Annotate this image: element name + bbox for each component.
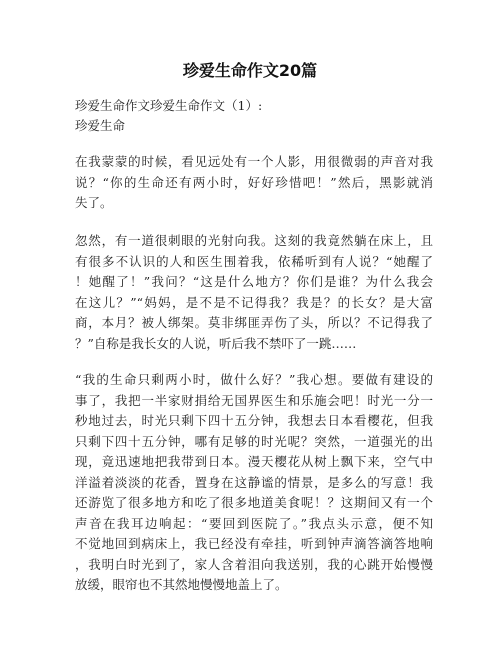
paragraph-line: 放缓，眼帘也不其然地慢慢地盖上了。 [75,577,288,592]
paragraph-3 [75,370,433,596]
paragraph-line: 洋溢着淡淡的花香，置身在这静谧的情景，是多么的写意！我 [75,474,433,490]
paragraph-line: ！她醒了！”我问？“这是什么地方？你们是谁？为什么我会 [75,274,433,289]
document-header [75,96,430,136]
paragraph-line: 秒地过去，时光只剩下四十五分钟，我想去日本看樱花，但我 [75,413,433,428]
paragraph-1 [75,152,433,214]
paragraph-line: 只剩下四十五分钟，哪有足够的时光呢？突然，一道强光的出 [75,433,433,449]
document-title: 珍爱生命作文20篇 [182,61,318,80]
paragraph-line: 在我蒙蒙的时候，看见远处有一个人影，用很微弱的声音对我 [75,154,433,169]
section-heading: 珍爱生命 [75,118,126,133]
paragraph-line: ？”自称是我长女的人说，听后我不禁吓了一跳…… [75,335,357,351]
paragraph-line: ，我明白时光到了，家人含着泪向我送别，我的心跳开始慢慢 [75,556,433,572]
paragraph-line: 事了，我把一半家财捐给无国界医生和乐施会吧！时光一分一 [75,392,433,408]
document-subtitle: 珍爱生命作文珍爱生命作文（1）: [75,98,263,113]
paragraph-line: 商，本月？被人绑架。莫非绑匪弄伤了头，所以？不记得我了 [75,315,433,330]
paragraph-line: 说？“你的生命还有两小时，好好珍惜吧！”然后，黑影就消 [75,174,433,190]
paragraph-line: 在这儿？”“妈妈，是不是不记得我？我是？的长女？是大富 [75,294,433,310]
paragraph-line: 现，竟迅速地把我带到日本。漫天樱花从树上飘下来，空气中 [75,454,433,469]
paragraph-line: “我的生命只剩两小时，做什么好？”我心想。要做有建设的 [75,372,433,387]
paragraph-line: 失了。 [75,195,113,210]
paragraph-line: 还游览了很多地方和吃了很多地道美食呢！？这期间又有一个 [75,495,433,510]
paragraph-line: 忽然，有一道很刺眼的光射向我。这刻的我竟然躺在床上，且 [75,233,433,248]
paragraph-2 [75,231,433,354]
paragraph-line: 有很多不认识的人和医生围着我，依稀听到有人说？“她醒了 [75,253,433,269]
paragraph-line: 声音在我耳边响起：“要回到医院了。”我点头示意，便不知 [75,515,433,531]
paragraph-line: 不觉地回到病床上，我已经没有牵挂，听到钟声滴答滴答地响 [75,536,433,551]
